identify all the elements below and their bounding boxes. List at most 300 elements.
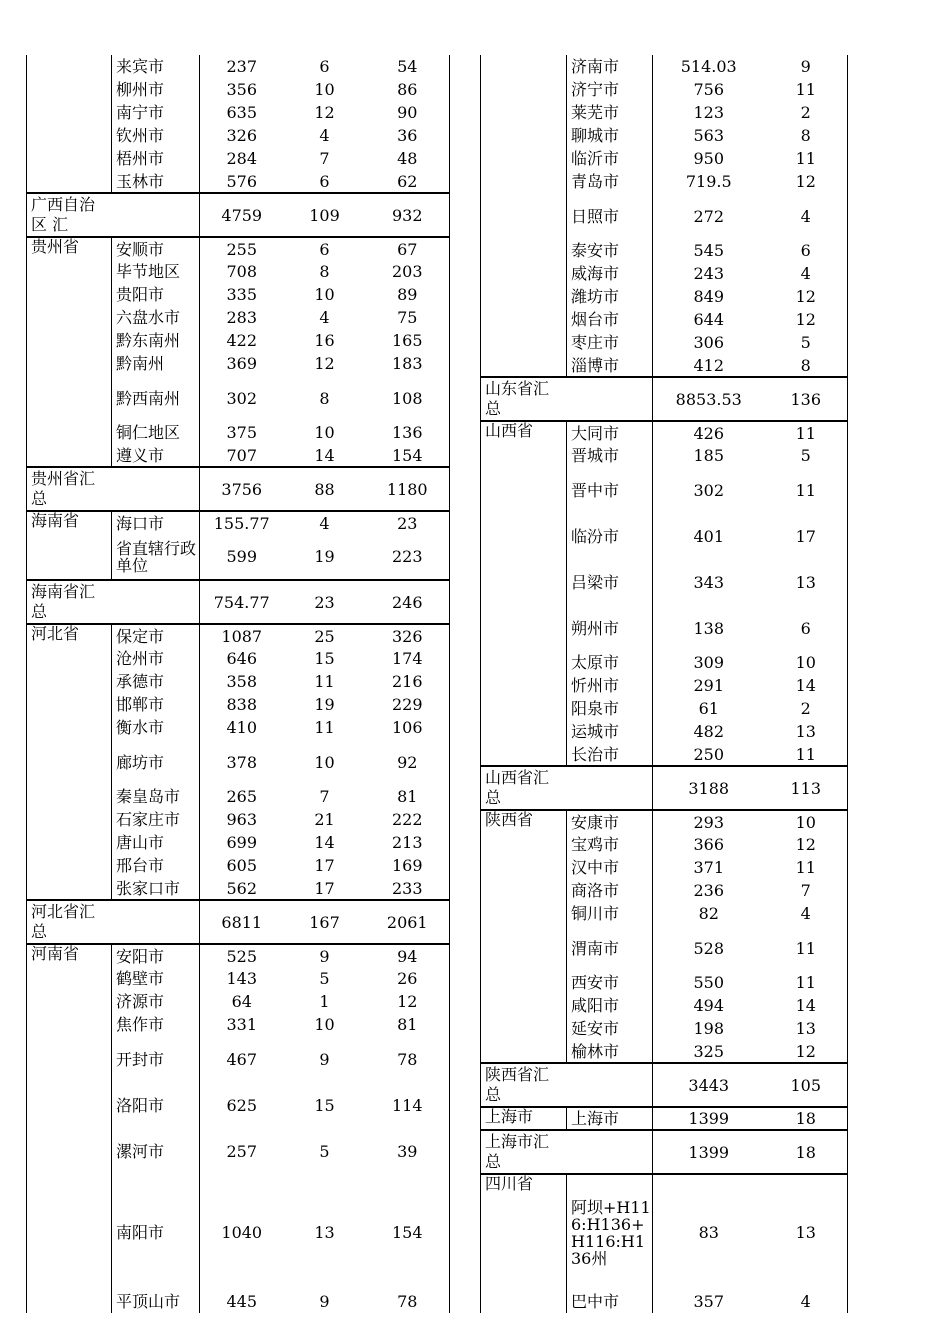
summary-label (27, 467, 200, 511)
value-cell-c1: 82 (653, 902, 765, 925)
value-cell-c2: 6 (765, 239, 848, 262)
value-cell-c1: 375 (200, 421, 284, 444)
summary-value-c1: 3443 (653, 1063, 765, 1107)
city-cell: 临沂市 (567, 147, 653, 170)
city-cell: 潍坊市 (567, 285, 653, 308)
summary-label-text: 贵州省汇总 (31, 469, 96, 508)
value-cell-c3: 48 (366, 147, 450, 170)
value-cell-c1: 467 (200, 1036, 284, 1082)
value-cell-c1: 550 (653, 971, 765, 994)
value-cell-c1: 366 (653, 833, 765, 856)
city-cell: 海口市 (112, 511, 200, 534)
value-cell-c2: 7 (319, 149, 330, 168)
city-cell: 宝鸡市 (567, 833, 653, 856)
value-cell-c2: 12 (765, 285, 848, 308)
city-cell: 张家口市 (112, 877, 200, 900)
city-cell: 商洛市 (567, 879, 653, 902)
value-cell-c2: 12 (765, 170, 848, 193)
summary-label-text: 山西省汇总 (485, 768, 550, 807)
city-cell: 省直辖行政单位 (112, 534, 200, 580)
summary-value-c1: 3188 (653, 766, 765, 810)
value-cell-c2: 13 (765, 1017, 848, 1040)
summary-label (481, 377, 653, 421)
city-cell: 南阳市 (112, 1174, 200, 1290)
city-cell: 威海市 (567, 262, 653, 285)
value-cell-c2: 12 (765, 1040, 848, 1063)
summary-value-c3: 932 (366, 193, 450, 237)
province-cell (481, 55, 567, 377)
value-cell-c3: 326 (366, 624, 450, 647)
value-cell-c2: 8 (765, 354, 848, 377)
city-cell: 六盘水市 (112, 306, 200, 329)
summary-row (481, 766, 848, 810)
value-cell-c1: 514.03 (653, 55, 765, 78)
value-cell-c2: 11 (765, 925, 848, 971)
value-cell-c2: 11 (765, 78, 848, 101)
value-cell-c3: 106 (366, 716, 450, 739)
value-cell-c1: 699 (200, 831, 284, 854)
summary-value-c1: 8853.53 (653, 377, 765, 421)
value-cell-c2: 6 (319, 171, 330, 191)
value-cell-c2: 1 (319, 992, 330, 1011)
value-cell-c2: 7 (765, 879, 848, 902)
value-cell-c3: 136 (366, 421, 450, 444)
value-cell-c1: 562 (200, 877, 284, 900)
value-cell-c2: 19 (314, 547, 335, 566)
summary-label (27, 900, 200, 944)
summary-row (27, 580, 450, 624)
city-cell: 洛阳市 (112, 1082, 200, 1128)
summary-label (481, 1063, 653, 1107)
value-cell-c2: 11 (765, 971, 848, 994)
value-cell-c1: 265 (200, 785, 284, 808)
summary-label (27, 193, 200, 237)
value-cell-c1: 625 (200, 1082, 284, 1128)
summary-value-c2: 105 (765, 1063, 848, 1107)
value-cell-c1: 412 (653, 354, 765, 377)
value-cell-c1: 1399 (653, 1107, 765, 1130)
value-cell-c1: 302 (653, 467, 765, 513)
city-cell: 鹤壁市 (112, 967, 200, 990)
table-row (481, 1174, 848, 1290)
value-cell-c2: 4 (765, 262, 848, 285)
value-cell-c1: 61 (653, 697, 765, 720)
value-cell-c1: 123 (653, 101, 765, 124)
value-cell-c1: 272 (653, 193, 765, 239)
province-cell: 海南省 (27, 511, 112, 580)
summary-label-text: 河北省汇总 (31, 902, 96, 941)
value-cell-c2: 11 (765, 421, 848, 444)
value-cell-c1: 445 (200, 1290, 284, 1313)
value-cell-c2: 12 (314, 354, 335, 373)
summary-value-c2: 113 (765, 766, 848, 810)
value-cell-c2: 14 (765, 994, 848, 1017)
value-cell-c1: 331 (200, 1013, 284, 1036)
value-cell-c1: 143 (200, 967, 284, 990)
city-cell: 临汾市 (567, 513, 653, 559)
city-cell: 保定市 (112, 624, 200, 647)
value-cell-c2: 6 (319, 57, 330, 76)
value-cell-c3: 216 (366, 670, 450, 693)
province-cell: 陕西省 (481, 810, 567, 1063)
value-cell-c3: 174 (366, 647, 450, 670)
city-cell: 西安市 (567, 971, 653, 994)
value-cell-c2: 8 (319, 388, 330, 408)
value-cell-c3: 89 (366, 283, 450, 306)
value-cell-c2: 13 (314, 1222, 335, 1242)
value-cell-c1: 309 (653, 651, 765, 674)
value-cell-c1: 545 (653, 239, 765, 262)
city-cell: 大同市 (567, 421, 653, 444)
value-cell-c1: 482 (653, 720, 765, 743)
value-cell-c3: 154 (366, 444, 450, 467)
value-cell-c3: 94 (366, 944, 450, 967)
summary-value-c1: 6811 (200, 900, 284, 944)
city-cell: 承德市 (112, 670, 200, 693)
value-cell-c3: 213 (366, 831, 450, 854)
value-cell-c1: 185 (653, 444, 765, 467)
value-cell-c2: 25 (314, 626, 335, 646)
summary-row (481, 1063, 848, 1107)
province-cell: 贵州省 (27, 237, 112, 467)
city-cell: 太原市 (567, 651, 653, 674)
city-cell: 济源市 (112, 990, 200, 1013)
summary-label-text: 广西自治区 汇 (31, 195, 96, 234)
value-cell-c1: 707 (200, 444, 284, 467)
summary-label-text: 陕西省汇总 (485, 1065, 550, 1104)
summary-label-text: 海南省汇总 (31, 582, 96, 621)
city-cell: 运城市 (567, 720, 653, 743)
value-cell-c1: 838 (200, 693, 284, 716)
city-cell: 黔西南州 (112, 375, 200, 421)
city-cell: 晋城市 (567, 444, 653, 467)
city-cell: 开封市 (112, 1036, 200, 1082)
value-cell-c1: 426 (653, 421, 765, 444)
value-cell-c2: 13 (765, 559, 848, 605)
value-cell-c1: 291 (653, 674, 765, 697)
city-cell: 烟台市 (567, 308, 653, 331)
value-cell-c2: 13 (765, 1174, 848, 1290)
value-cell-c1: 343 (653, 559, 765, 605)
right-table-body (481, 55, 848, 1313)
city-cell: 安康市 (567, 810, 653, 833)
city-cell: 秦皇岛市 (112, 785, 200, 808)
value-cell-c3: 229 (366, 693, 450, 716)
value-cell-c2: 14 (314, 445, 335, 465)
city-cell: 南宁市 (112, 101, 200, 124)
province-cell: 河南省 (27, 944, 112, 1313)
value-cell-c3: 26 (366, 967, 450, 990)
city-cell: 邢台市 (112, 854, 200, 877)
city-cell: 邯郸市 (112, 693, 200, 716)
value-cell-c1: 357 (653, 1290, 765, 1313)
value-cell-c3: 54 (366, 55, 450, 78)
value-cell-c2: 2 (765, 697, 848, 720)
value-cell-c2: 5 (765, 331, 848, 354)
value-cell-c1: 599 (200, 534, 284, 580)
value-cell-c1: 64 (200, 990, 284, 1013)
value-cell-c1: 644 (653, 308, 765, 331)
city-cell: 阿坝+H116:H136+H116:H136州 (567, 1174, 653, 1290)
value-cell-c1: 302 (200, 375, 284, 421)
value-cell-c1: 371 (653, 856, 765, 879)
value-cell-c2: 4 (319, 513, 330, 533)
value-cell-c2: 10 (314, 80, 335, 99)
summary-value-c1: 3756 (200, 467, 284, 511)
left-table-body (27, 55, 450, 1313)
value-cell-c2: 4 (319, 126, 330, 145)
value-cell-c3: 23 (366, 511, 450, 534)
city-cell: 安阳市 (112, 944, 200, 967)
summary-label-text: 山东省汇总 (485, 379, 550, 418)
value-cell-c2: 11 (765, 856, 848, 879)
value-cell-c2: 11 (765, 147, 848, 170)
left-data-table (26, 55, 450, 1313)
value-cell-c2: 11 (765, 743, 848, 766)
city-cell: 青岛市 (567, 170, 653, 193)
value-cell-c2: 17 (314, 878, 335, 898)
city-cell: 遵义市 (112, 444, 200, 467)
value-cell-c3: 81 (366, 785, 450, 808)
value-cell-c1: 849 (653, 285, 765, 308)
value-cell-c3: 78 (366, 1036, 450, 1082)
summary-label (27, 580, 200, 624)
value-cell-c2: 4 (765, 193, 848, 239)
city-cell: 济南市 (567, 55, 653, 78)
value-cell-c1: 335 (200, 283, 284, 306)
value-cell-c3: 165 (366, 329, 450, 352)
city-cell: 黔南州 (112, 352, 200, 375)
value-cell-c2: 12 (314, 103, 335, 122)
value-cell-c1: 237 (200, 55, 284, 78)
summary-value-c1: 754.77 (200, 580, 284, 624)
value-cell-c3: 222 (366, 808, 450, 831)
city-cell: 榆林市 (567, 1040, 653, 1063)
value-cell-c2: 4 (765, 902, 848, 925)
city-cell: 安顺市 (112, 237, 200, 260)
city-cell: 铜川市 (567, 902, 653, 925)
summary-label (481, 1130, 653, 1174)
value-cell-c2: 5 (319, 969, 330, 988)
value-cell-c3: 81 (366, 1013, 450, 1036)
summary-label-text: 上海市汇总 (485, 1132, 550, 1171)
value-cell-c1: 378 (200, 739, 284, 785)
value-cell-c1: 198 (653, 1017, 765, 1040)
value-cell-c1: 401 (653, 513, 765, 559)
city-cell: 汉中市 (567, 856, 653, 879)
value-cell-c2: 2 (765, 101, 848, 124)
value-cell-c2: 19 (314, 695, 335, 714)
city-cell: 黔东南州 (112, 329, 200, 352)
city-cell: 济宁市 (567, 78, 653, 101)
summary-value-c3: 2061 (366, 900, 450, 944)
value-cell-c2: 21 (314, 810, 335, 829)
city-cell: 石家庄市 (112, 808, 200, 831)
city-cell: 阳泉市 (567, 697, 653, 720)
value-cell-c3: 154 (366, 1174, 450, 1290)
value-cell-c1: 236 (653, 879, 765, 902)
city-cell: 平顶山市 (112, 1290, 200, 1313)
summary-value-c2: 109 (284, 193, 366, 237)
summary-value-c2: 18 (765, 1130, 848, 1174)
value-cell-c1: 243 (653, 262, 765, 285)
city-cell: 晋中市 (567, 467, 653, 513)
province-cell: 山西省 (481, 421, 567, 766)
value-cell-c1: 83 (653, 1174, 765, 1290)
table-row (481, 421, 848, 444)
value-cell-c3: 169 (366, 854, 450, 877)
value-cell-c1: 369 (200, 352, 284, 375)
value-cell-c1: 358 (200, 670, 284, 693)
summary-row (481, 1130, 848, 1174)
value-cell-c3: 36 (366, 124, 450, 147)
value-cell-c1: 257 (200, 1128, 284, 1174)
value-cell-c3: 90 (366, 101, 450, 124)
value-cell-c2: 9 (319, 946, 330, 966)
city-cell: 咸阳市 (567, 994, 653, 1017)
city-cell: 巴中市 (567, 1290, 653, 1313)
city-cell: 玉林市 (112, 170, 200, 193)
city-cell: 渭南市 (567, 925, 653, 971)
value-cell-c1: 326 (200, 124, 284, 147)
value-cell-c2: 14 (314, 833, 335, 852)
city-cell: 忻州市 (567, 674, 653, 697)
city-cell: 日照市 (567, 193, 653, 239)
value-cell-c1: 250 (653, 743, 765, 766)
value-cell-c2: 11 (314, 718, 335, 737)
province-cell: 上海市 (481, 1107, 567, 1130)
value-cell-c2: 17 (765, 513, 848, 559)
city-cell: 唐山市 (112, 831, 200, 854)
table-row (27, 55, 450, 78)
value-cell-c1: 255 (200, 237, 284, 260)
summary-value-c1: 4759 (200, 193, 284, 237)
value-cell-c1: 293 (653, 810, 765, 833)
value-cell-c2: 11 (765, 467, 848, 513)
right-data-table (480, 55, 848, 1313)
value-cell-c3: 67 (366, 237, 450, 260)
value-cell-c3: 75 (366, 306, 450, 329)
table-row (481, 1107, 848, 1130)
value-cell-c3: 233 (366, 877, 450, 900)
value-cell-c2: 17 (314, 856, 335, 875)
value-cell-c3: 203 (366, 260, 450, 283)
value-cell-c2: 4 (319, 308, 330, 327)
value-cell-c3: 223 (366, 534, 450, 580)
value-cell-c2: 15 (314, 1095, 335, 1115)
value-cell-c2: 10 (314, 752, 335, 772)
city-cell: 聊城市 (567, 124, 653, 147)
value-cell-c3: 78 (366, 1290, 450, 1313)
value-cell-c2: 9 (765, 55, 848, 78)
value-cell-c2: 13 (765, 720, 848, 743)
table-row (27, 944, 450, 967)
city-cell: 莱芜市 (567, 101, 653, 124)
city-cell: 枣庄市 (567, 331, 653, 354)
value-cell-c1: 284 (200, 147, 284, 170)
city-cell: 贵阳市 (112, 283, 200, 306)
summary-row (27, 900, 450, 944)
value-cell-c2: 8 (319, 262, 330, 281)
city-cell: 吕梁市 (567, 559, 653, 605)
summary-value-c2: 23 (284, 580, 366, 624)
city-cell: 朔州市 (567, 605, 653, 651)
value-cell-c1: 410 (200, 716, 284, 739)
table-row (27, 624, 450, 647)
value-cell-c2: 10 (314, 423, 335, 442)
value-cell-c2: 14 (765, 674, 848, 697)
province-cell (27, 55, 112, 193)
value-cell-c3: 92 (366, 739, 450, 785)
province-cell: 河北省 (27, 624, 112, 900)
value-cell-c1: 719.5 (653, 170, 765, 193)
city-cell: 柳州市 (112, 78, 200, 101)
value-cell-c2: 11 (314, 672, 335, 691)
value-cell-c2: 10 (314, 1015, 335, 1034)
value-cell-c2: 9 (319, 1292, 330, 1311)
summary-row (27, 467, 450, 511)
table-row (481, 810, 848, 833)
value-cell-c1: 155.77 (200, 511, 284, 534)
value-cell-c1: 756 (653, 78, 765, 101)
value-cell-c1: 325 (653, 1040, 765, 1063)
value-cell-c1: 283 (200, 306, 284, 329)
value-cell-c3: 183 (366, 352, 450, 375)
value-cell-c2: 12 (765, 833, 848, 856)
value-cell-c2: 16 (314, 331, 335, 350)
province-cell: 四川省 (481, 1174, 567, 1313)
summary-value-c1: 1399 (653, 1130, 765, 1174)
value-cell-c2: 10 (765, 651, 848, 674)
summary-value-c2: 136 (765, 377, 848, 421)
value-cell-c2: 5 (319, 1141, 330, 1161)
city-cell: 衡水市 (112, 716, 200, 739)
value-cell-c3: 114 (366, 1082, 450, 1128)
value-cell-c1: 950 (653, 147, 765, 170)
value-cell-c3: 108 (366, 375, 450, 421)
value-cell-c2: 4 (765, 1290, 848, 1313)
city-cell: 铜仁地区 (112, 421, 200, 444)
city-cell: 淄博市 (567, 354, 653, 377)
summary-value-c2: 167 (284, 900, 366, 944)
city-cell: 钦州市 (112, 124, 200, 147)
summary-value-c3: 1180 (366, 467, 450, 511)
value-cell-c1: 1040 (200, 1174, 284, 1290)
city-cell: 焦作市 (112, 1013, 200, 1036)
value-cell-c2: 6 (319, 239, 330, 259)
value-cell-c2: 9 (319, 1049, 330, 1069)
value-cell-c3: 62 (366, 170, 450, 193)
city-cell: 梧州市 (112, 147, 200, 170)
value-cell-c2: 7 (319, 787, 330, 806)
city-cell: 延安市 (567, 1017, 653, 1040)
value-cell-c2: 8 (765, 124, 848, 147)
city-cell: 沧州市 (112, 647, 200, 670)
value-cell-c1: 494 (653, 994, 765, 1017)
value-cell-c2: 6 (765, 605, 848, 651)
value-cell-c1: 528 (653, 925, 765, 971)
summary-row (27, 193, 450, 237)
summary-value-c2: 88 (284, 467, 366, 511)
value-cell-c1: 138 (653, 605, 765, 651)
table-row (27, 237, 450, 260)
value-cell-c1: 356 (200, 78, 284, 101)
city-cell: 毕节地区 (112, 260, 200, 283)
value-cell-c2: 5 (765, 444, 848, 467)
value-cell-c1: 635 (200, 101, 284, 124)
value-cell-c1: 306 (653, 331, 765, 354)
summary-value-c3: 246 (366, 580, 450, 624)
